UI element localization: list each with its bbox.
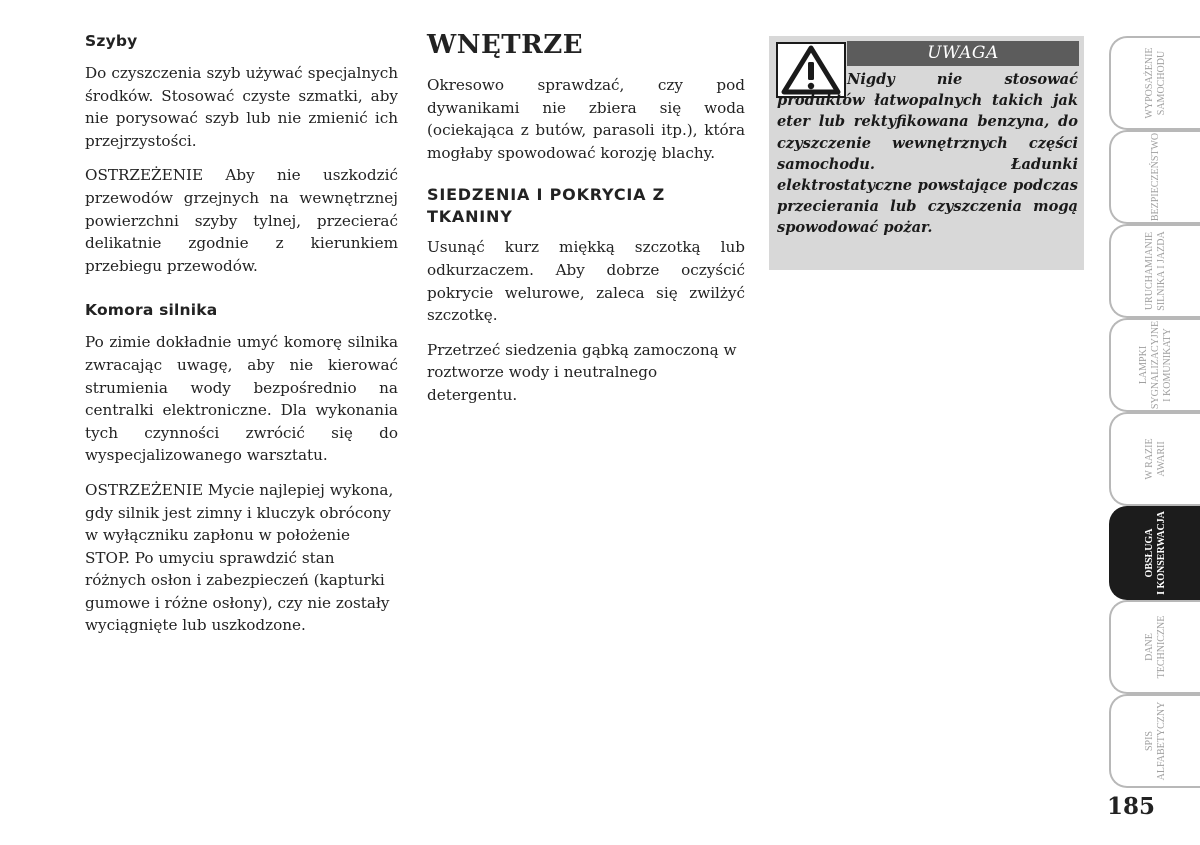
tab-label: W RAZIE AWARII — [1143, 438, 1167, 480]
section-title-interior: WNĘTRZE — [427, 30, 584, 60]
tab-label: LAMPKI SYGNALIZACYJNE I KOMUNIKATY — [1137, 320, 1173, 410]
tab-label: WYPOSAŻENIE SAMOCHODU — [1143, 47, 1167, 119]
tab-alphabetical-index[interactable] — [1109, 694, 1200, 788]
paragraph-seats-dust: Usunąć kurz miękką szczotką lub odkurzaczem. Aby dobrze oczyścić pokrycie welurowe, zaleca się zwilżyć szczotkę. — [427, 238, 745, 325]
paragraph-engine-bay-cleaning: Po zimie dokładnie umyć komorę silnika zwracając uwagę, aby nie kierować strumienia wody bezpośrednio na centralki elektroniczne. Dla wykonania tych czynności zwrócić się do wyspecjalizowanego warsztatu. — [85, 333, 398, 465]
tab-safety[interactable] — [1109, 130, 1200, 224]
tab-vehicle-equipment[interactable] — [1109, 36, 1200, 130]
warning-text: Nigdy nie stosować produktów łatwopalnych takich jak eter lub rektyfikowana benzyna, do czyszczenie wewnętrznych części samochodu. Ładunki elektrostatyczne powstające podczas przecierania lub czyszczenia mogą spowodować pożar. — [777, 71, 1078, 237]
tab-technical-data[interactable] — [1109, 600, 1200, 694]
tab-warning-lights[interactable] — [1109, 318, 1200, 412]
paragraph-seats-sponge: Przetrzeć siedzenia gąbką zamoczoną w roztworze wody i neutralnego detergentu. — [427, 340, 737, 404]
tab-label: OBSŁUGA I KONSERWACJA — [1143, 511, 1167, 595]
paragraph-windows-cleaning: Do czyszczenia szyb używać specjalnych środków. Stosować czyste szmatki, aby nie porysować szyb lub nie zmienić ich przejrzystości. — [85, 64, 398, 150]
heading-seats-fabric: SIEDZENIA I POKRYCIA Z TKANINY — [427, 185, 666, 227]
tab-label: BEZPIECZEŃSTWO — [1149, 132, 1161, 222]
warning-box — [769, 36, 1084, 270]
paragraph-windows-warning: OSTRZEŻENIE Aby nie uszkodzić przewodów grzejnych na wewnętrznej powierzchni szyby tylnej, przecierać delikatnie zgodnie z kierunkiem przebiegu przewodów. — [85, 166, 398, 275]
middle-column — [427, 30, 745, 419]
tab-emergency[interactable] — [1109, 412, 1200, 506]
tab-label: SPIS ALFABETYCZNY — [1143, 701, 1167, 781]
tab-label: DANE TECHNICZNE — [1143, 615, 1167, 679]
paragraph-engine-bay-warning: OSTRZEŻENIE Mycie najlepiej wykona, gdy silnik jest zimny i kluczyk obrócony w wyłączniku zapłonu w położenie STOP. Po umyciu sprawdzić stan różnych osłon i zabezpieczeń (kapturki gumowe i różne osłony), czy nie zostały wyciągnięte lub uszkodzone. — [85, 480, 394, 635]
paragraph-interior-carpets: Okresowo sprawdzać, czy pod dywanikami nie zbiera się woda (ociekająca z butów, parasoli itp.), która mogłaby spowodować korozję blachy. — [427, 76, 745, 162]
heading-engine-bay: Komora silnika — [85, 301, 218, 320]
tab-label: URUCHAMIANIE SILNIKA I JAZDA — [1143, 231, 1167, 311]
heading-windows: Szyby — [85, 32, 138, 50]
warning-label: UWAGA — [847, 41, 1079, 66]
tab-maintenance[interactable] — [1109, 506, 1200, 600]
page-number: 185 — [1106, 793, 1155, 820]
left-column — [85, 30, 398, 649]
tab-starting-driving[interactable] — [1109, 224, 1200, 318]
